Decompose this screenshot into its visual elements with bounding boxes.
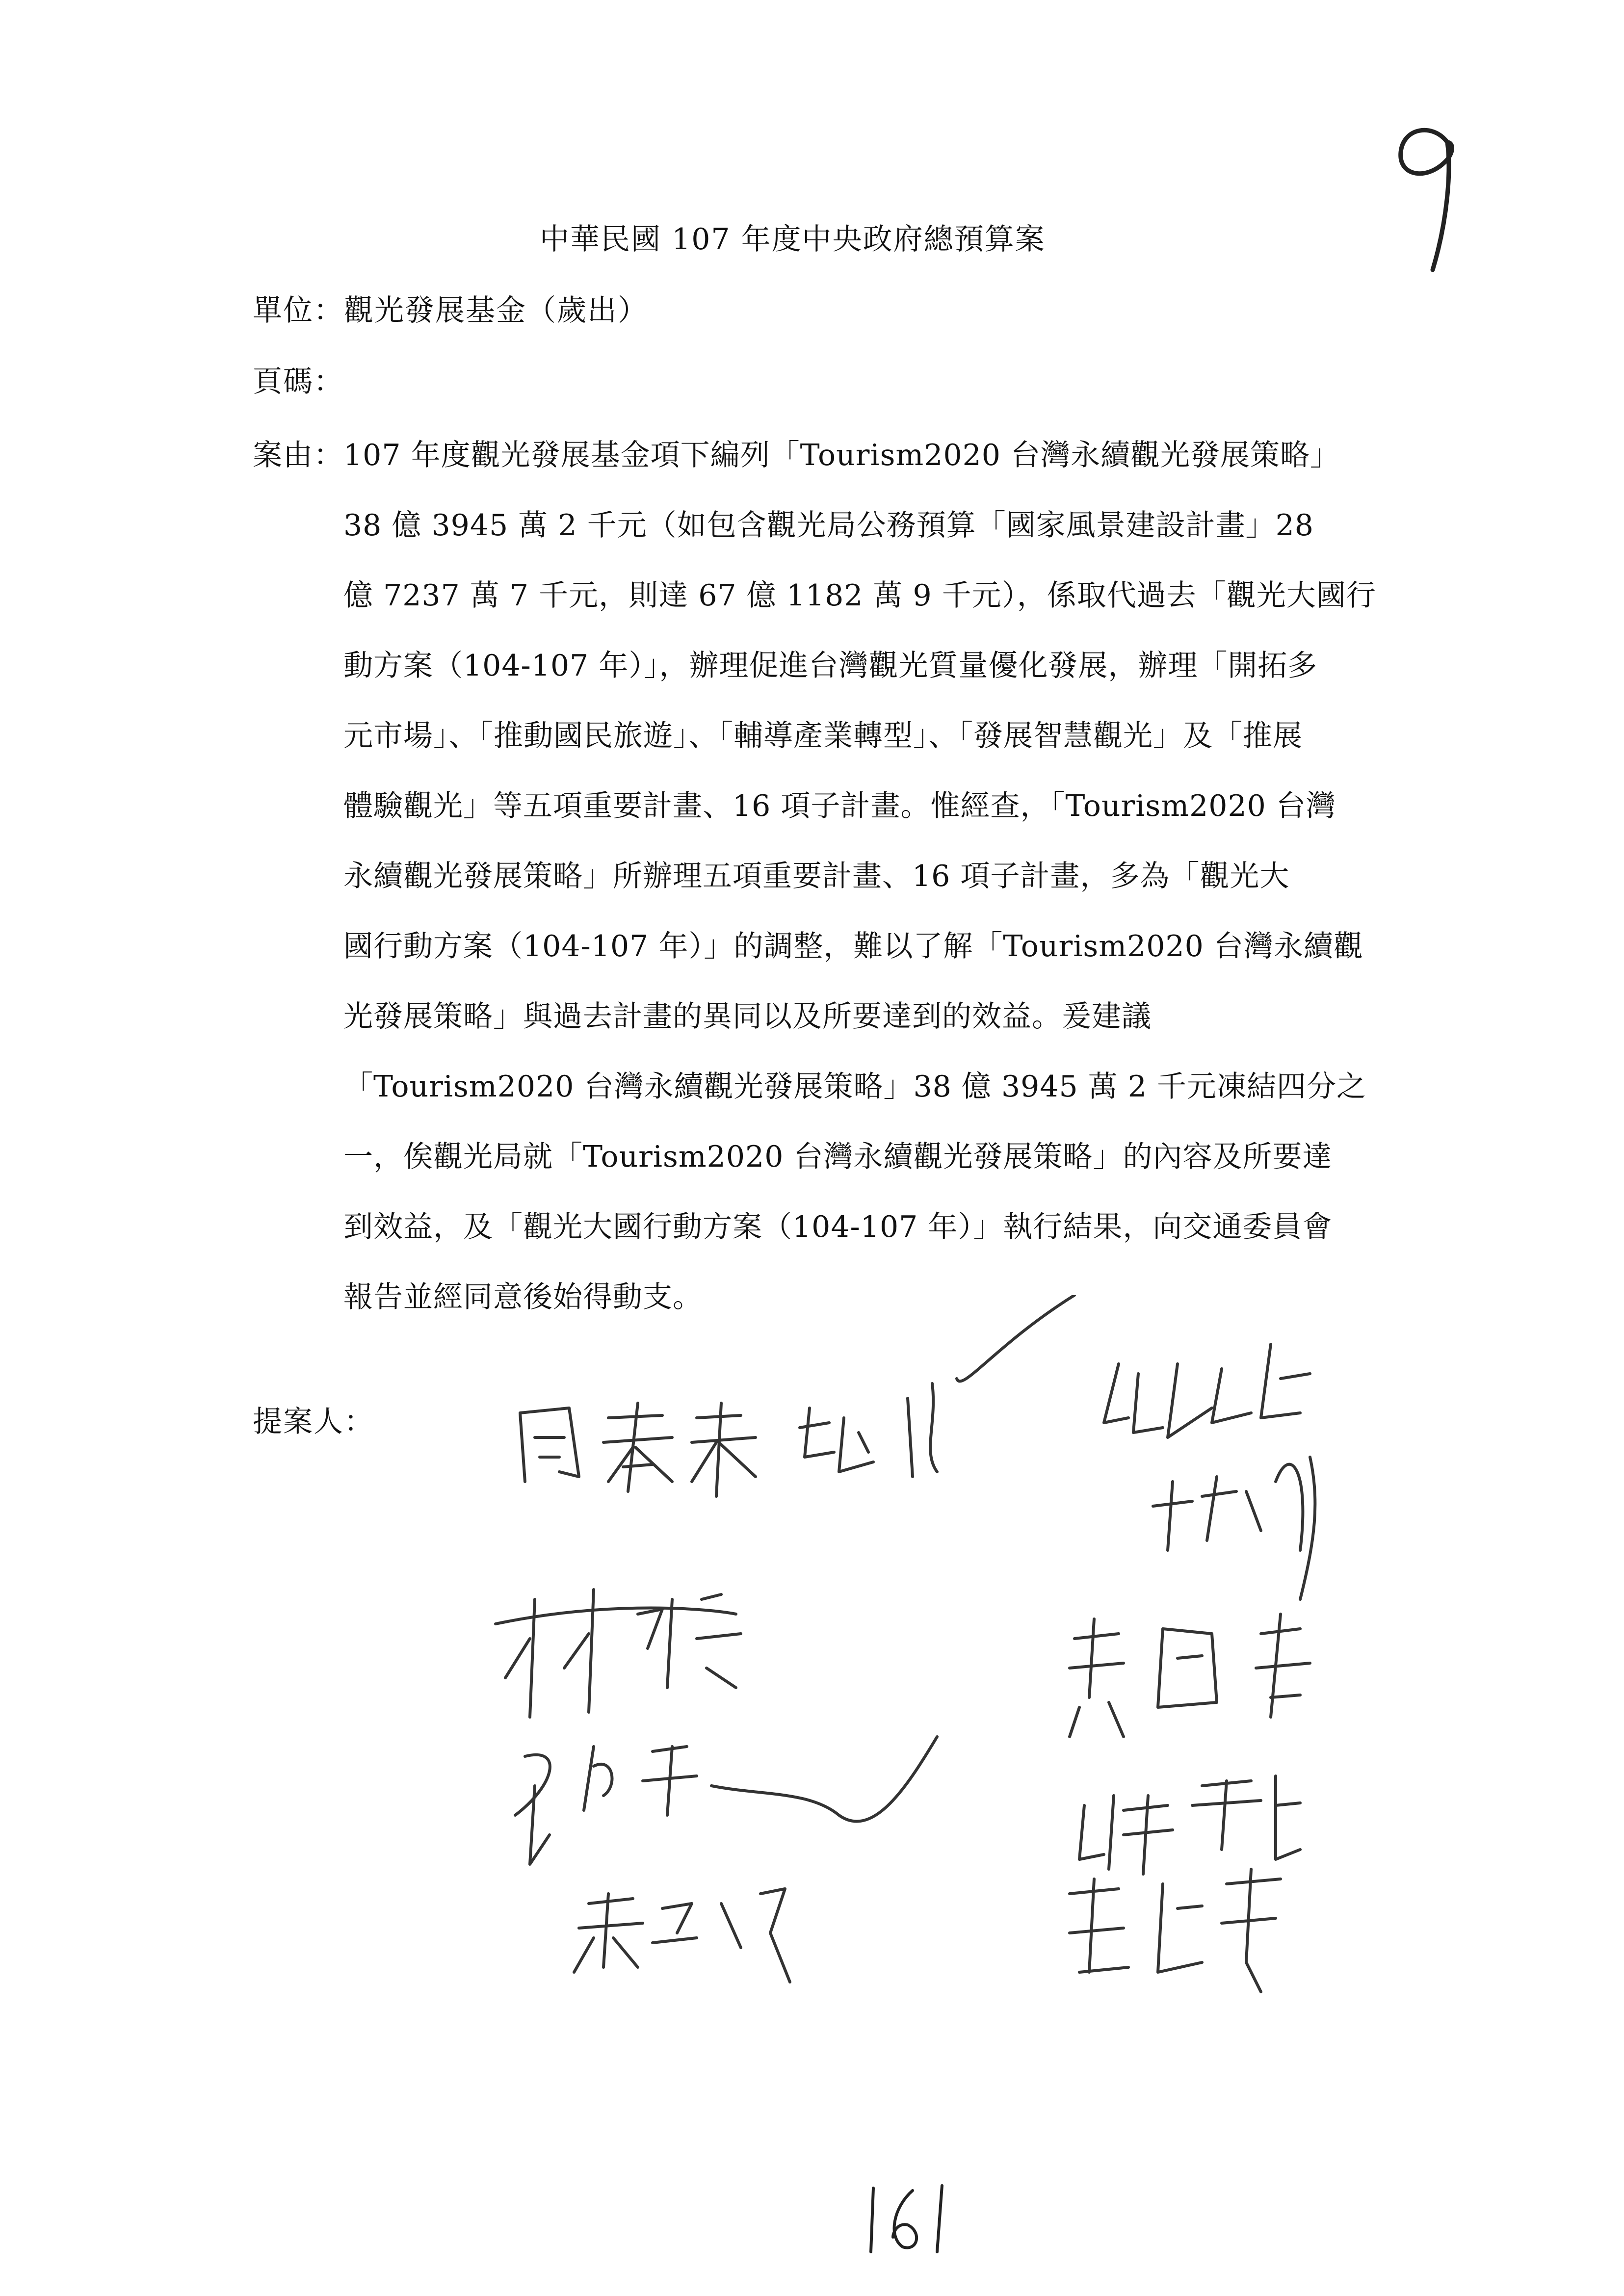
case-line: 永續觀光發展策略」所辦理五項重要計畫、16 項子計畫，多為「觀光大 (343, 859, 1290, 893)
signature-scribble (908, 1295, 1074, 1477)
unit-label: 單位： (253, 293, 344, 328)
case-line: 「Tourism2020 台灣永續觀光發展策略」38 億 3945 萬 2 千元凍結四分之 (343, 1070, 1367, 1104)
case-line: 體驗觀光」等五項重要計畫、16 項子計畫。惟經查，「Tourism2020 台灣 (343, 789, 1336, 823)
signature-scribble (520, 1408, 579, 1482)
proposer-label: 提案人： (253, 1405, 374, 1439)
signature-scribble (496, 1590, 741, 1717)
signature-scribble (515, 1737, 937, 1864)
signature-scribble (1070, 1869, 1281, 1992)
case-line: 38 億 3945 萬 2 千元（如包含觀光局公務預算「國家風景建設計畫」28 (343, 508, 1314, 543)
case-line: 到效益，及「觀光大國行動方案（104-107 年）」執行結果，向交通委員會 (343, 1210, 1333, 1244)
case-line: 國行動方案（104-107 年）」的調整，難以了解「Tourism2020 台灣永續觀 (343, 929, 1363, 964)
case-line: 報告並經同意後始得動支。 (343, 1280, 703, 1314)
signature-scribble (800, 1408, 873, 1472)
signature-scribble (603, 1403, 672, 1491)
case-line: 元市場」、「推動國民旅遊」、「輔導產業轉型」、「發展智慧觀光」及「推展 (343, 719, 1303, 753)
signature-scribble (1104, 1344, 1310, 1437)
handwritten-number-9 (1374, 113, 1472, 275)
handwritten-page-number (864, 2178, 952, 2262)
case-label: 案由： (253, 438, 344, 472)
handwritten-signatures (466, 1295, 1447, 2031)
signature-scribble (1079, 1776, 1300, 1874)
signature-scribble (1153, 1457, 1315, 1599)
document-title: 中華民國 107 年度中央政府總預算案 (540, 222, 1046, 257)
signature-scribble (1070, 1614, 1310, 1737)
case-line: 一，俟觀光局就「Tourism2020 台灣永續觀光發展策略」的內容及所要達 (343, 1140, 1333, 1174)
unit-row (253, 287, 648, 329)
case-line: 107 年度觀光發展基金項下編列「Tourism2020 台灣永續觀光發展策略」 (343, 438, 1340, 472)
signature-scribble (574, 1889, 790, 1982)
case-line: 光發展策略」與過去計畫的異同以及所要達到的效益。爰建議 (343, 999, 1152, 1034)
unit-value: 觀光發展基金（歲出） (344, 293, 648, 328)
page-label: 頁碼： (253, 365, 344, 399)
page-row (253, 358, 344, 400)
signature-scribble (692, 1403, 756, 1496)
case-line: 億 7237 萬 7 千元，則達 67 億 1182 萬 9 千元），係取代過去「觀光大國行 (343, 578, 1376, 613)
case-row (253, 432, 344, 474)
case-line: 動方案（104-107 年）」，辦理促進台灣觀光質量優化發展，辦理「開拓多 (343, 649, 1318, 683)
